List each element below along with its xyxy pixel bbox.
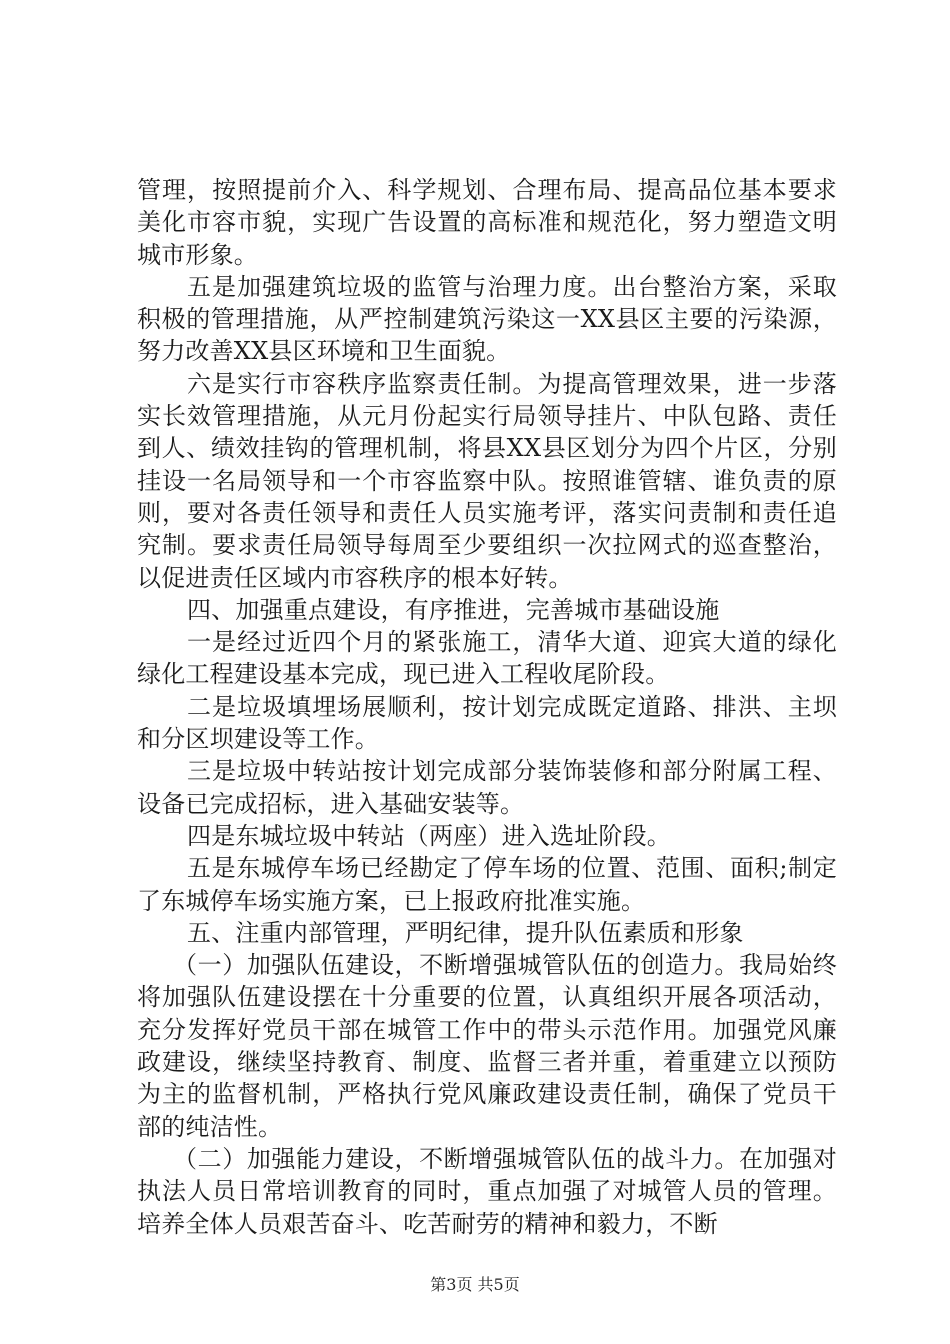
page-footer: 第3页 共5页: [430, 1275, 520, 1294]
paragraph-construction-two: 二是垃圾填埋场展顺利，按计划完成既定道路、排洪、主坝和分区坝建设等工作。: [137, 692, 837, 754]
paragraph-item-six: 六是实行市容秩序监察责任制。为提高管理效果，进一步落实长效管理措施，从元月份起实行局领导挂片、中队包路、责任到人、绩效挂钩的管理机制，将县XX县区划分为四个片区，分别挂设一名局领导和一个市容监察中队。按照谁管辖、谁负责的原则，要对各责任领导和责任人员实施考评，落实问责制和责任追究制。要求责任局领导每周至少要组织一次拉网式的巡查整治，以促进责任区域内市容秩序的根本好转。: [137, 369, 837, 592]
paragraph-continuation: 管理，按照提前介入、科学规划、合理布局、提高品位基本要求美化市容市貌，实现广告设置的高标准和规范化，努力塑造文明城市形象。: [137, 176, 837, 269]
paragraph-construction-four: 四是东城垃圾中转站（两座）进入选址阶段。: [187, 821, 671, 850]
section-heading-four: 四、加强重点建设，有序推进，完善城市基础设施: [187, 595, 720, 624]
paragraph-construction-three: 三是垃圾中转站按计划完成部分装饰装修和部分附属工程、设备已完成招标，进入基础安装等。: [137, 757, 837, 818]
section-heading-five: 五、注重内部管理，严明纪律，提升队伍素质和形象: [187, 918, 744, 947]
paragraph-item-five: 五是加强建筑垃圾的监管与治理力度。出台整治方案，采取积极的管理措施，从严控制建筑污染这一XX县区主要的污染源，努力改善XX县区环境和卫生面貌。: [137, 272, 837, 366]
paragraph-construction-one: 一是经过近四个月的紧张施工，清华大道、迎宾大道的绿化绿化工程建设基本完成，现已进入工程收尾阶段。: [137, 628, 837, 689]
paragraph-construction-five: 五是东城停车场已经勘定了停车场的位置、范围、面积;制定了东城停车场实施方案，已上报政府批准实施。: [137, 854, 837, 915]
document-body: [137, 174, 837, 1240]
paragraph-team-building: （一）加强队伍建设，不断增强城管队伍的创造力。我局始终将加强队伍建设摆在十分重要的位置，认真组织开展各项活动，充分发挥好党员干部在城管工作中的带头示范作用。加强党风廉政建设，继续坚持教育、制度、监督三者并重，着重建立以预防为主的监督机制，严格执行党风廉政建设责任制，确保了党员干部的纯洁性。: [137, 951, 837, 1141]
paragraph-capacity-building: （二）加强能力建设，不断增强城管队伍的战斗力。在加强对执法人员日常培训教育的同时，重点加强了对城管人员的管理。培养全体人员艰苦奋斗、吃苦耐劳的精神和毅力，不断: [137, 1144, 837, 1238]
